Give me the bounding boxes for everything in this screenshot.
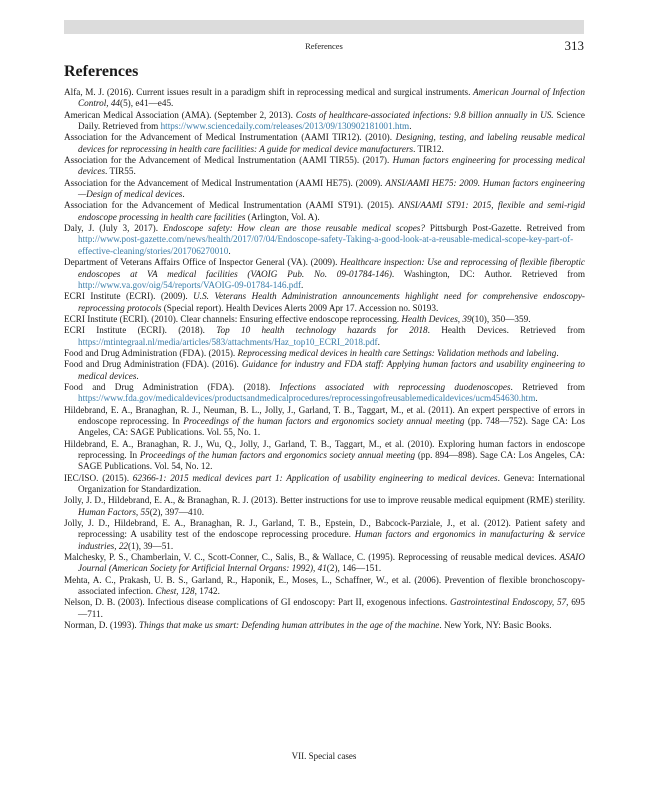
reference-text: (pp. 748—752). Sage CA: Los Angeles, CA: SAGE Publications. Vol. 55, No. 1. — [78, 415, 585, 438]
reference-text: . — [182, 189, 185, 200]
reference-link[interactable]: https://mtintegraal.nl/media/articles/583/attachments/Haz_top10_ECRI_2018.pdf — [78, 336, 378, 347]
reference-text: Hildebrand, E. A., Branaghan, R. J., Neuman, B. L., Jolly, J., Garland, T. B., Taggart, M., et al. (2011). An expert perspective of errors in endoscope reprocessing. In — [64, 404, 585, 426]
reference-entry — [64, 178, 585, 201]
reference-italic-text: Healthcare inspection: Use and reprocessing of flexible fiberoptic endoscopes at VA medical facilities (VAOIG Pub. No. 09-01784-146) — [78, 257, 585, 279]
reference-italic-text: Infections associated with reprocessing duodenoscopes — [279, 381, 511, 392]
reference-italic-text: Reprocessing medical devices in health care Settings: Validation methods and labeling — [237, 347, 557, 358]
reference-italic-text: Human Factors, 55 — [78, 506, 150, 517]
page-top-band — [64, 20, 584, 34]
reference-text: . — [228, 245, 231, 256]
footer-section-label: VII. Special cases — [291, 751, 357, 761]
reference-text: . Geneva: International Organization for Standardization. — [78, 472, 585, 495]
reference-text: Norman, D. (1993). — [64, 620, 140, 631]
reference-italic-text: Top 10 health technology hazards for 2018 — [216, 325, 428, 336]
reference-entry — [64, 552, 585, 575]
reference-italic-text: Designing, testing, and labeling reusable medical devices for reprocessing in health care facilities: A guide for medical device manufacturers — [78, 132, 585, 154]
reference-italic-text: Proceedings of the human factors and ergonomics society annual meeting — [183, 415, 465, 426]
reference-link[interactable]: https://www.sciencedaily.com/releases/2013/09/130902181001.htm — [160, 121, 410, 132]
reference-entry — [64, 359, 585, 382]
reference-entry — [64, 314, 585, 325]
reference-italic-text: American Journal of Infection Control, 44 — [78, 87, 585, 109]
running-title: References — [305, 41, 343, 51]
reference-text: Jolly, J. D., Hildebrand, E. A., & Branaghan, R. J. (2013). Better instructions for use to improve reusable medical equipment (RME) sterility. — [64, 495, 585, 506]
reference-entry — [64, 439, 585, 473]
reference-text: Association for the Advancement of Medical Instrumentation (AAMI TIR12). (2010). — [64, 132, 396, 143]
reference-italic-text: Human factors engineering for processing medical devices — [78, 155, 585, 177]
reference-italic-text: ANSI/AAMI ST91: 2015, flexible and semi-rigid endoscope processing in health care facilities — [78, 200, 586, 222]
reference-entry — [64, 155, 585, 178]
reference-text: . — [535, 393, 538, 404]
reference-italic-text: ANSI/AAMI HE75: 2009. Human factors engineering—Design of medical devices — [78, 177, 585, 200]
reference-text: Food and Drug Administration (FDA). (2018). — [64, 381, 280, 392]
reference-text: (Special report). Health Devices Alerts 2009 Apr 17. Accession no. S0193. — [161, 302, 439, 313]
reference-entry — [64, 575, 585, 598]
reference-text: Mehta, A. C., Prakash, U. B. S., Garland, R., Haponik, E., Moses, L., Schaffner, W., et al. (2006). Prevention of flexible bronchoscopy-associated infection. — [64, 574, 585, 597]
reference-text: Science Daily. Retrieved from — [78, 109, 585, 132]
reference-italic-text: Health Devices, 39 — [401, 313, 472, 324]
reference-text: Food and Drug Administration (FDA). (2016). — [64, 359, 242, 370]
reference-text: (10), 350—359. — [471, 313, 531, 324]
reference-text: (1), 39—51. — [128, 540, 174, 551]
reference-italic-text: 62366-1: 2015 medical devices part 1: Application of usability engineering to medical devices — [132, 472, 498, 483]
reference-italic-text: ASAIO Journal (American Society for Artificial Internal Organs: 1992), 41 — [78, 552, 585, 574]
reference-italic-text: U.S. Veterans Health Administration announcements highlight need for comprehensive endoscopy-reprocessing protocols — [78, 291, 585, 313]
reference-text: (Arlington, Vol. A). — [245, 211, 320, 222]
reference-text: Malchesky, P. S., Chamberlain, V. C., Scott-Conner, C., Salis, B., & Wallace, C. (1995). Reprocessing of reusable medical devices. — [64, 552, 560, 563]
reference-text: (2), 146—151. — [326, 563, 382, 574]
reference-text: American Medical Association (AMA). (September 2, 2013). — [64, 109, 296, 120]
reference-entry — [64, 110, 585, 133]
reference-text: . TIR12. — [413, 143, 444, 154]
reference-text: Food and Drug Administration (FDA). (2015). — [64, 347, 238, 358]
reference-text: Daly, J. (July 3, 2017). — [64, 223, 163, 234]
reference-text: Alfa, M. J. (2016). Current issues result in a paradigm shift in reprocessing medical and surgical instruments. — [64, 87, 474, 97]
reference-entry — [64, 473, 585, 496]
reference-text: . New York, NY: Basic Books. — [439, 620, 552, 631]
reference-text: Pittsburgh Post-Gazette. Retreived from — [424, 223, 585, 234]
reference-text: . — [136, 370, 139, 381]
reference-link[interactable]: http://www.post-gazette.com/news/health/2017/07/04/Endoscope-safety-Taking-a-good-look-at-a-reusable-medical-scope-key-part-of-effective-cleaning/stories/201706270010 — [78, 234, 574, 256]
reference-text: . — [556, 347, 559, 358]
reference-text: IEC/ISO. (2015). — [64, 472, 133, 483]
reference-text: . Health Devices. Retrieved from — [427, 325, 585, 336]
reference-text: . — [377, 336, 380, 347]
reference-text: (5), e41—e45. — [120, 98, 174, 109]
page-number: 313 — [564, 38, 584, 53]
reference-italic-text: Proceedings of the human factors and ergonomics society annual meeting — [139, 450, 416, 460]
reference-text: . — [301, 279, 304, 290]
reference-italic-text: Human factors and ergonomics in manufacturing & service industries, 22 — [78, 529, 585, 551]
reference-text: ECRI Institute (ECRI). (2018). — [64, 325, 217, 336]
reference-italic-text: Guidance for industry and FDA staff: Applying human factors and usability engineering to medical devices — [78, 359, 586, 381]
reference-entry — [64, 495, 585, 518]
reference-entry — [64, 223, 585, 257]
reference-entry — [64, 348, 585, 359]
reference-entry — [64, 325, 585, 348]
reference-text: Association for the Advancement of Medical Instrumentation (AAMI HE75). (2009). — [64, 177, 386, 188]
reference-italic-text: Gastrointestinal Endoscopy, 57 — [450, 597, 567, 608]
reference-italic-text: Chest, 128 — [155, 586, 195, 597]
reference-text: . — [409, 121, 412, 132]
reference-entry — [64, 257, 585, 291]
reference-text: , 695—711. — [78, 597, 585, 619]
reference-entry — [64, 405, 585, 439]
reference-text: . Retrieved from — [510, 381, 586, 392]
reference-text: Association for the Advancement of Medical Instrumentation (AAMI TIR55). (2017). — [64, 155, 393, 166]
reference-entry — [64, 132, 585, 155]
reference-entry — [64, 597, 585, 620]
reference-text: (2), 397—410. — [149, 506, 205, 517]
reference-text: ECRI Institute (ECRI). (2010). Clear channels: Ensuring effective endoscope reprocessing. — [64, 313, 402, 324]
reference-text: ECRI Institute (ECRI). (2009). — [64, 291, 194, 302]
reference-entry — [64, 200, 585, 223]
reference-text: (pp. 894—898). Sage CA: Los Angeles, CA: SAGE Publications. Vol. 54, No. 12. — [78, 450, 585, 472]
reference-italic-text: Things that make us smart: Defending human attributes in the age of the machine — [139, 620, 440, 631]
reference-text: Nelson, D. B. (2003). Infectious disease complications of GI endoscopy: Part II, exogenous infections. — [64, 597, 450, 608]
reference-text: . Washington, DC: Author. Retrieved from — [391, 268, 585, 279]
reference-entry — [64, 291, 585, 314]
reference-italic-text: Endoscope safety: How clean are those reusable medical scopes? — [162, 223, 425, 234]
reference-link[interactable]: http://www.va.gov/oig/54/reports/VAOIG-09-01784-146.pdf — [78, 279, 302, 290]
reference-text: Department of Veterans Affairs Office of Inspector General (VA). (2009). — [64, 257, 341, 268]
reference-text: Hildebrand, E. A., Branaghan, R. J., Wu, Q., Jolly, J., Garland, T. B., Taggart, M., et al. (2010). Exploring human factors in endoscope reprocessing. In — [64, 438, 585, 460]
reference-link[interactable]: https://www.fda.gov/medicaldevices/productsandmedicalprocedures/reprocessingofreusablemedicaldevices/ucm454630.htm — [78, 393, 536, 404]
reference-entry — [64, 87, 585, 110]
reference-entry — [64, 382, 585, 405]
reference-text: Association for the Advancement of Medical Instrumentation (AAMI ST91). (2015). — [64, 200, 399, 211]
reference-entry — [64, 620, 585, 631]
reference-text: . TIR55. — [105, 166, 136, 177]
reference-text: Jolly, J. D., Hildebrand, E. A., Branaghan, R. J., Garland, T. B., Epstein, D., Babcock-Parziale, J., et al. (2012). Patient safety and reprocessing: A usability test of the endoscope reprocessing procedure. — [64, 518, 585, 540]
reference-italic-text: Costs of healthcare-associated infections: 9.8 billion annually in US. — [295, 109, 554, 120]
reference-list — [64, 87, 585, 632]
running-head — [64, 38, 584, 56]
section-heading: References — [64, 63, 139, 80]
reference-text: , 1742. — [194, 586, 220, 597]
reference-entry — [64, 518, 585, 552]
